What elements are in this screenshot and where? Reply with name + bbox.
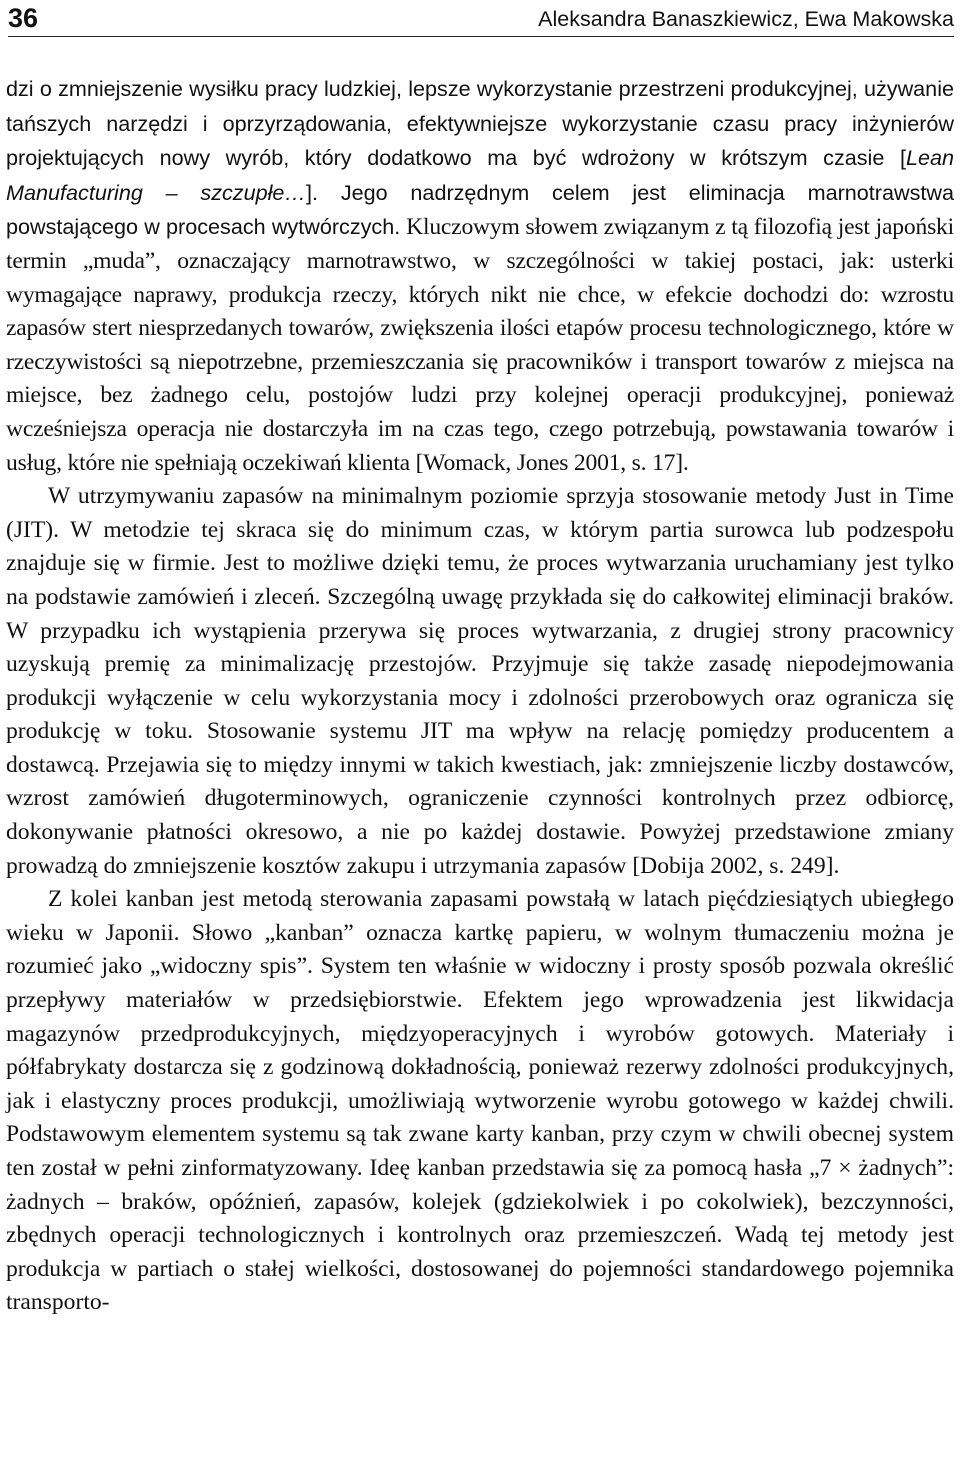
paragraph-1 [6, 72, 954, 480]
paragraph-3-kanban: Z kolei kanban jest metodą sterowania zapasami powstałą w latach pięćdziesiątych ubiegłego wieku w Japonii. Słowo „kanban” oznacza kartkę papieru, w wolnym tłumaczeniu można je rozumieć jako „widoczny spis”. System ten właśnie w widoczny i prosty sposób pozwala określić przepływy materiałów w przedsiębiorstwie. Efektem jego wprowadzenia jest likwidacja magazynów przedprodukcyjnych, międzyoperacyjnych i wyrobów gotowych. Materiały i półfabrykaty dostarcza się z godzinową dokładnością, ponieważ rezerwy zdolności produkcyjnych, jak i elastyczny proces produkcji, umożliwiają wytworzenie wyrobu gotowego w każdej chwili. Podstawowym elementem systemu są tak zwane karty kanban, przy czym w chwili obecnej system ten został w pełni zinformatyzowany. Ideę kanban przedstawia się za pomocą hasła „7 × żadnych”: żadnych – braków, opóźnień, zapasów, kolejek (gdziekolwiek i po cokolwiek), bezczynności, zbędnych operacji technologicznych i kontrolnych oraz przemieszczeń. Wadą tej metody jest produkcja w partiach o stałej wielkości, dostosowanej do pojemności standardowego pojemnika transporto- [6, 886, 954, 1316]
running-header [8, 0, 954, 37]
paragraph-1-muda: Kluczowym słowem związanym z tą filozofią jest japoński termin „muda”, oznaczający marnotrawstwo, w szczególności w takiej postaci, jak: usterki wymagające naprawy, produkcja rzeczy, których nikt nie chce, w efekcie dochodzi do: wzrostu zapasów stert niesprzedanych towarów, zwiększenia ilości etapów procesu technologicznego, które w rzeczywistości są niepotrzebne, przemieszczania się pracowników i transport towarów z miejsca na miejsce, bez żadnego celu, postojów ludzi przy kolejnej operacji produkcyjnej, ponieważ wcześniejsza operacja nie dostarczyła im na czas tego, czego potrzebują, powstawania towarów i usług, które nie spełniają oczekiwań klienta [Womack, Jones 2001, s. 17]. [6, 214, 955, 476]
paragraph-1-intro: dzi o zmniejszenie wysiłku pracy ludzkiej, lepsze wykorzystanie przestrzeni produkcyjnej, używanie tańszych narzędzi i oprzyrządowania, efektywniejsze wykorzystanie czasu pracy inżynierów projektujących nowy wyrób, który dodatkowo ma być wdrożony w krótszym czasie [ [6, 76, 954, 171]
paragraph-1-after-citation: ]. Jego nadrzędnym celem jest eliminacja marnotrawstwa powstającego w procesach wytwórczych. [6, 179, 954, 240]
paragraph-2-jit: W utrzymywaniu zapasów na minimalnym poziomie sprzyja stosowanie metody Just in Time (JIT). W metodzie tej skraca się do minimum czas, w którym partia surowca lub podzespołu znajduje się w firmie. Jest to możliwe dzięki temu, że proces wytwarzania uruchamiany jest tylko na podstawie zamówień i zleceń. Szczególną uwagę przykłada się do całkowitej eliminacji braków. W przypadku ich wystąpienia przerywa się proces wytwarzania, z drugiej strony pracownicy uzyskują premię za minimalizację przestojów. Przyjmuje się także zasadę niepodejmowania produkcji wyłączenie w celu wykorzystania mocy i zdolności przerobowych oraz ogranicza się produkcję w toku. Stosowanie systemu JIT ma wpływ na relację pomiędzy producentem a dostawcą. Przejawia się to między innymi w takich kwestiach, jak: zmniejszenie liczby dostawców, wzrost zamówień długoterminowych, ograniczenie czynności kontrolnych przez odbiorcę, dokonywanie płatności okresowo, a nie po każdej dostawie. Powyżej przedstawione zmiany prowadzą do zmniejszenie kosztów zakupu i utrzymania zapasów [Dobija 2002, s. 249]. [6, 483, 954, 879]
page-number: 36 [8, 3, 39, 33]
running-header-authors: Aleksandra Banaszkiewicz, Ewa Makowska [538, 7, 954, 31]
body-text [6, 72, 954, 1320]
citation-lean-manufacturing: Lean Manufacturing – szczupłe… [6, 145, 954, 205]
